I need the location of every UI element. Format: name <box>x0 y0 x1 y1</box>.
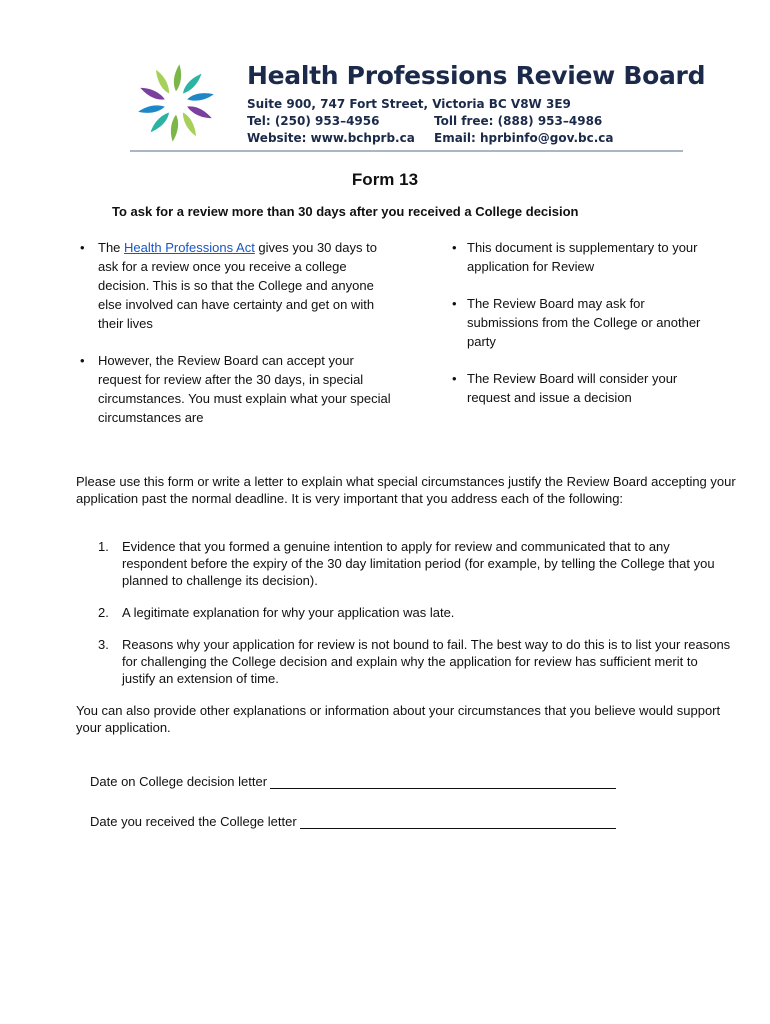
bullet-text: The <box>98 240 125 255</box>
logo-petal <box>186 105 214 120</box>
intro-paragraph: Please use this form or write a letter to explain what special circumstances justify the Review Board accepting your application past the normal deadline. It is very important that you address each of the following: <box>76 474 736 506</box>
item-number: 1. <box>98 539 109 554</box>
decision-date-label: Date on College decision letter <box>90 774 268 789</box>
list-item <box>98 604 734 621</box>
form-title: Form 13 <box>351 170 419 189</box>
address: Suite 900, 747 Fort Street, Victoria BC V8W 3E9 <box>247 97 571 111</box>
list-item <box>76 351 394 427</box>
logo-petal <box>187 89 215 104</box>
list-item <box>98 636 734 687</box>
bullet-text: However, the Review Board can accept your request for review after the 30 days, in special circumstances. You must explain what your special circumstances are <box>98 353 391 425</box>
logo-petal <box>171 115 178 142</box>
item-number: 3. <box>98 637 109 652</box>
list-item: • The Review Board may ask for submissions from the College or another party <box>452 294 702 351</box>
received-date-input[interactable] <box>300 815 616 829</box>
header-divider <box>130 150 683 152</box>
item-text: A legitimate explanation for why your application was late. <box>122 605 455 620</box>
decision-date-field <box>90 774 616 789</box>
logo-petal <box>149 110 171 136</box>
closing-paragraph: You can also provide other explanations or information about your circumstances that you believe would support your application. <box>76 703 721 735</box>
list-item: • The Review Board will consider your request and issue a decision <box>452 369 702 407</box>
pinwheel-logo-icon <box>134 58 218 148</box>
logo-petal <box>174 64 181 91</box>
logo-petal <box>181 70 203 96</box>
phone-number: Tel: (250) 953–4956 <box>247 114 380 128</box>
health-professions-act-link[interactable]: Health Professions Act <box>124 240 255 255</box>
item-text: Reasons why your application for review is not bound to fail. The best way to do this is to list your reasons for challenging the College decision and explain why the application for review has sufficient merit to justify an extension of time. <box>122 637 731 686</box>
toll-free-number: Toll free: (888) 953–4986 <box>434 114 603 128</box>
logo-petal <box>152 69 174 95</box>
decision-date-input[interactable] <box>270 775 616 789</box>
logo-petal <box>139 86 167 101</box>
list-item <box>76 238 394 333</box>
org-name: Health Professions Review Board <box>247 61 706 90</box>
left-bullet-list <box>76 238 394 445</box>
website-link[interactable]: Website: www.bchprb.ca <box>247 131 415 145</box>
form-subtitle: To ask for a review more than 30 days after you received a College decision <box>112 204 579 219</box>
right-bullet-list <box>452 238 702 425</box>
list-item: • This document is supplementary to your application for Review <box>452 238 702 276</box>
logo-petal <box>138 102 166 117</box>
list-item <box>98 538 734 589</box>
item-number: 2. <box>98 605 109 620</box>
email-link[interactable]: Email: hprbinfo@gov.bc.ca <box>434 131 614 145</box>
item-text: Evidence that you formed a genuine intention to apply for review and communicated that to any respondent before the expiry of the 30 day limitation period (for example, by telling the College that you planned to challenge its decision). <box>122 539 715 588</box>
received-date-label: Date you received the College letter <box>90 814 297 829</box>
bullet-text: gives you 30 days to ask for a review once you receive a college decision. This is so that the College and anyone else involved can have certainty and get on with their lives <box>98 240 377 331</box>
letterhead <box>247 60 717 147</box>
logo-petal <box>179 111 201 137</box>
requirements-list <box>98 538 734 702</box>
received-date-field <box>90 814 616 829</box>
